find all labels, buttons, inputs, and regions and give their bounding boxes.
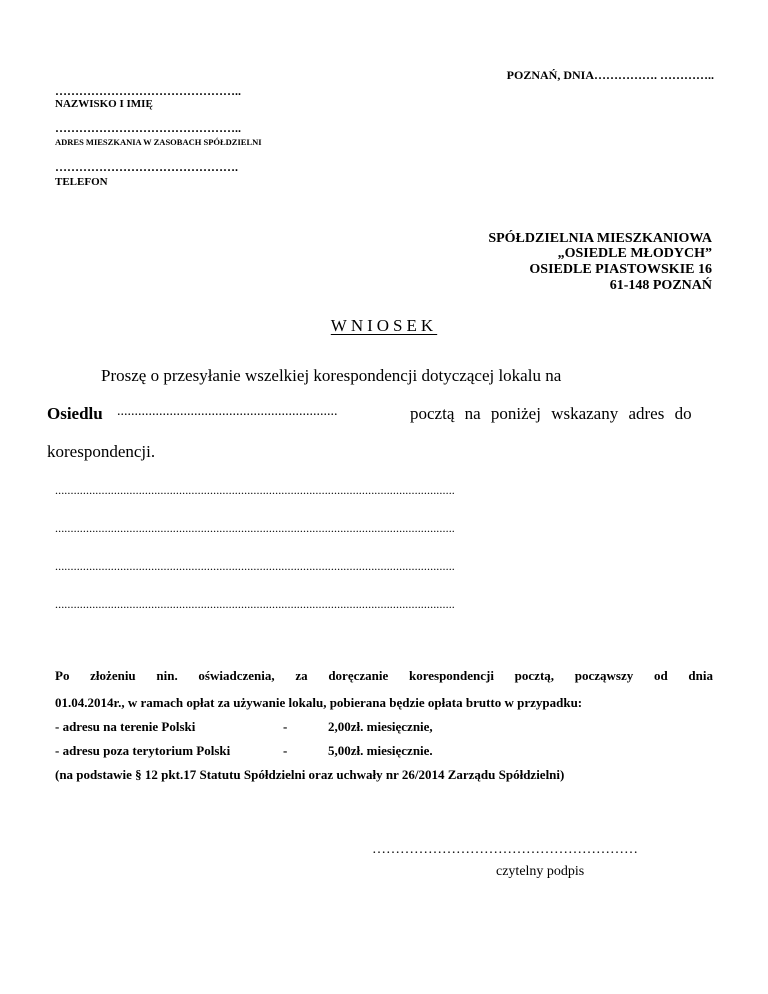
address-dots: ……………………………………….. <box>55 121 241 135</box>
notice-line-1: Po złożeniu nin. oświadczenia, za doręczanie korespondencji pocztą, począwszy od dnia <box>55 668 713 683</box>
fee-2-amount: 5,00zł. miesięcznie. <box>328 743 433 758</box>
recipient-line-1: SPÓŁDZIELNIA MIESZKANIOWA <box>488 231 712 246</box>
body-line-2-rest: pocztą na poniżej wskazany adres do <box>410 404 692 423</box>
phone-dots: ………………………………………. <box>55 160 238 174</box>
fee-1-amount: 2,00zł. miesięcznie, <box>328 719 433 734</box>
address-fill-line-1: ................................................................................................................................. <box>55 483 455 497</box>
fee-1-dash: - <box>283 719 288 734</box>
signature-label: czytelny podpis <box>496 864 585 879</box>
body-line-2-label <box>47 404 103 424</box>
recipient-line-4: 61-148 POZNAŃ <box>609 278 712 293</box>
address-label: ADRES MIESZKANIA W ZASOBACH SPÓŁDZIELNI <box>55 137 262 147</box>
recipient-line-2: „OSIEDLE MŁODYCH” <box>557 246 712 261</box>
name-dots: ……………………………………….. <box>55 84 241 98</box>
fee-1-label: - adresu na terenie Polski <box>55 719 196 734</box>
address-fill-line-4: ................................................................................................................................. <box>55 597 455 611</box>
signature-dots: ………………………………………………… <box>372 842 638 857</box>
notice-line-2: 01.04.2014r., w ramach opłat za używanie lokalu, pobierana będzie opłata brutto w przypadku: <box>55 695 583 710</box>
document-title: WNIOSEK <box>330 316 438 335</box>
name-label: NAZWISKO I IMIĘ <box>55 98 153 110</box>
body-line-3: korespondencji. <box>47 442 156 461</box>
fee-2-dash: - <box>283 743 288 758</box>
estate-dots: ............................................................... <box>117 404 338 419</box>
notice-legal-basis: (na podstawie § 12 pkt.17 Statutu Spółdzielni oraz uchwały nr 26/2014 Zarządu Spółdzielni) <box>55 767 565 782</box>
estate-label: Osiedlu <box>47 404 103 423</box>
recipient-line-3: OSIEDLE PIASTOWSKIE 16 <box>529 262 712 277</box>
place-date-line: POZNAŃ, DNIA……………. ………….. <box>506 68 714 82</box>
phone-label: TELEFON <box>55 176 108 188</box>
address-fill-line-2: ................................................................................................................................. <box>55 521 455 535</box>
fee-2-label: - adresu poza terytorium Polski <box>55 743 231 758</box>
address-fill-line-3: ................................................................................................................................. <box>55 559 455 573</box>
body-line-1: Proszę o przesyłanie wszelkiej korespondencji dotyczącej lokalu na <box>101 366 562 385</box>
